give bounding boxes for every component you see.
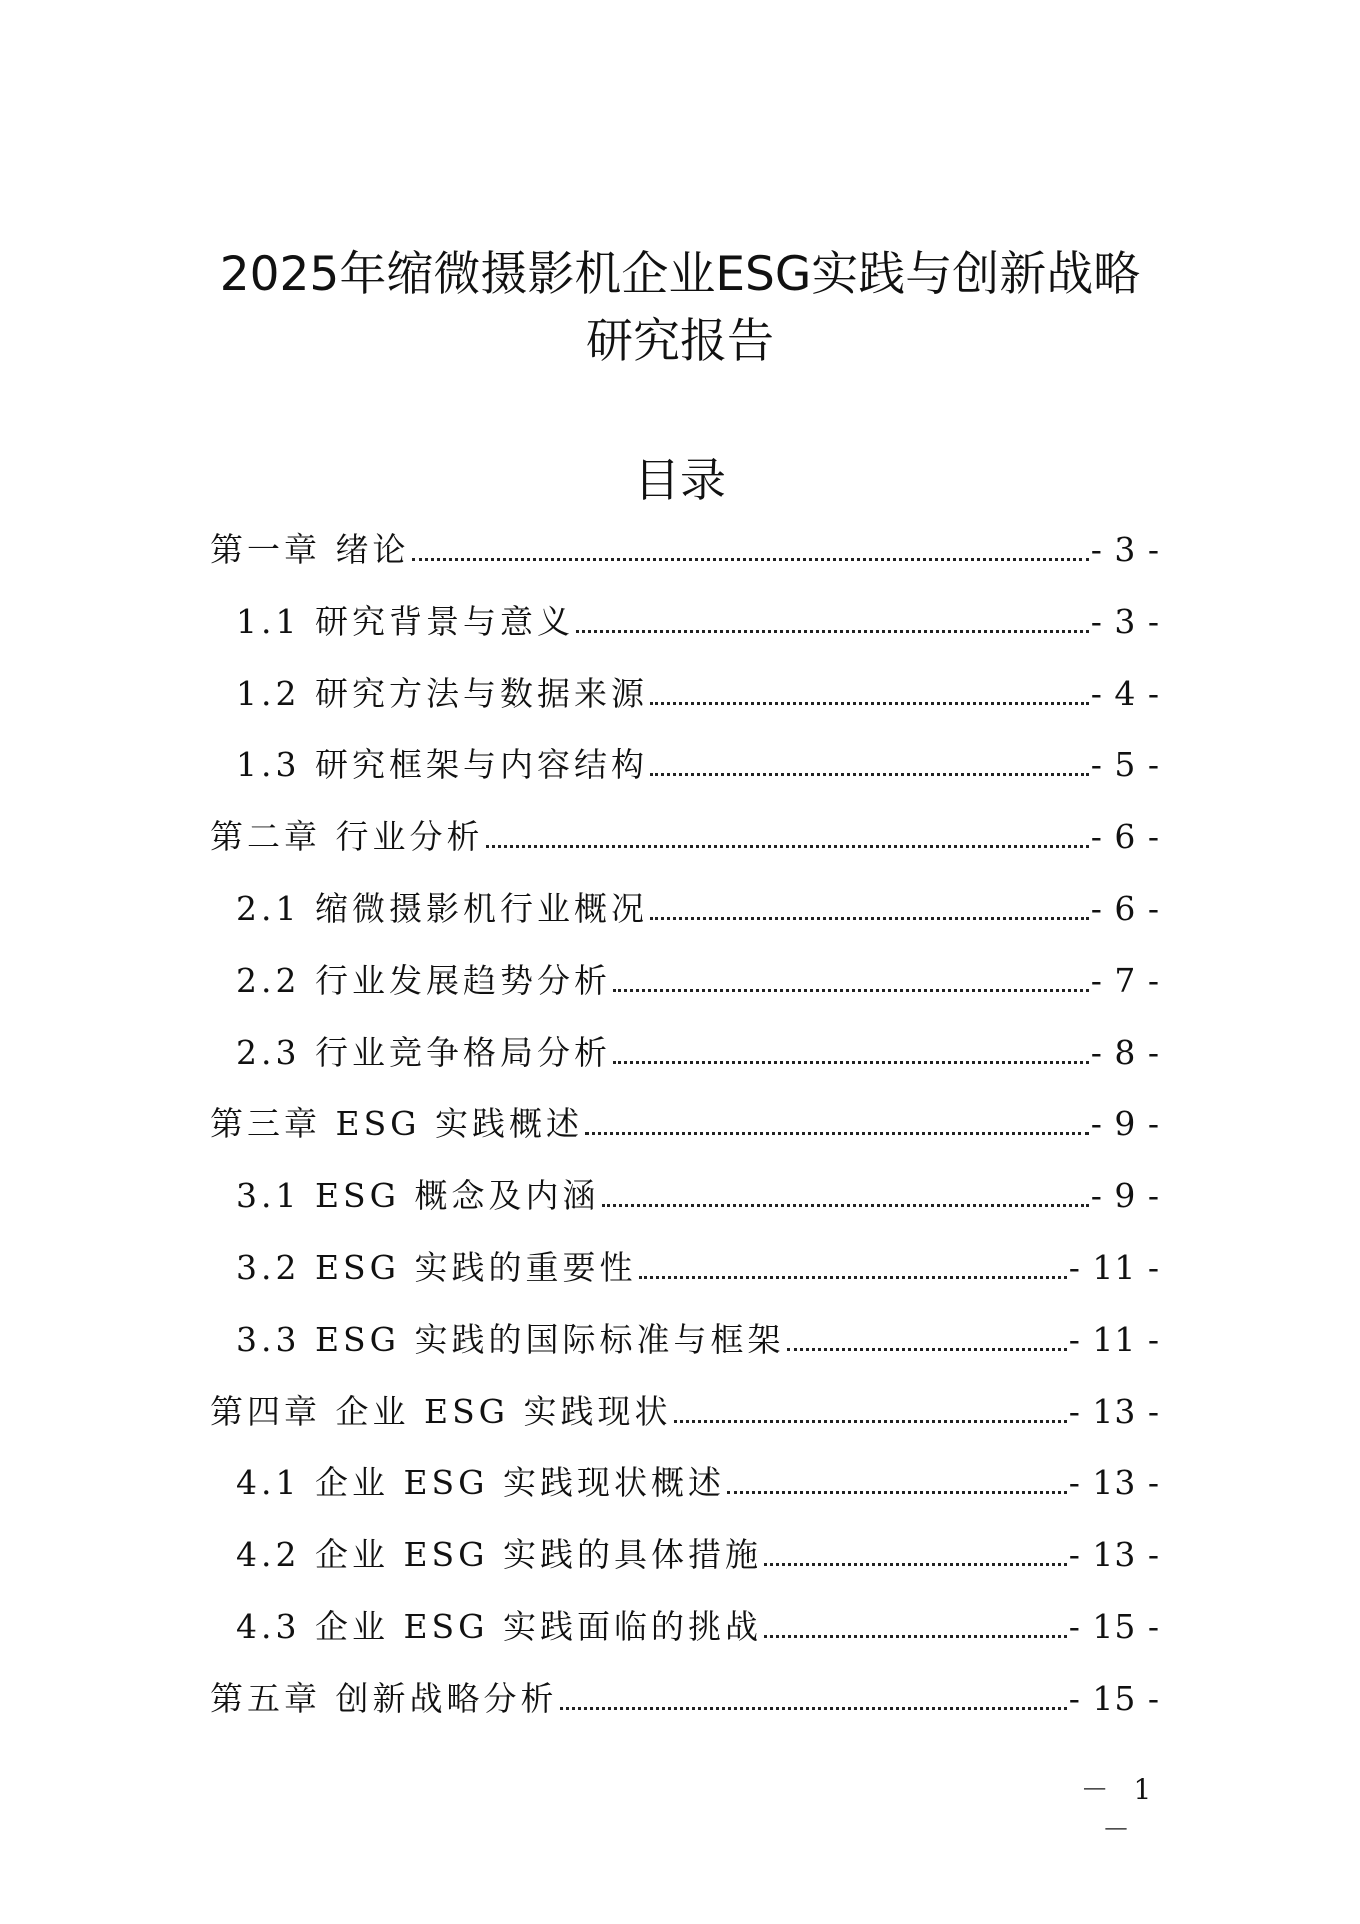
toc-dot-leader [560,1707,1067,1710]
toc-entry-section-2-1[interactable] [210,884,1160,956]
toc-entry-page: - 6 - [1090,888,1160,928]
toc-entry-page: - 3 - [1090,530,1160,569]
toc-entry-section-4-1[interactable] [210,1458,1160,1530]
toc-entry-page: - 13 - [1068,1463,1160,1503]
toc-dot-leader [602,1204,1089,1207]
toc-dot-leader [650,702,1089,705]
toc-entry-label: 第四章 企业 ESG 实践现状 [210,1391,672,1431]
toc-dot-leader [613,989,1089,992]
page-number: － 1 － [1080,1773,1160,1846]
toc-entry-page: - 8 - [1090,1032,1160,1072]
toc-dot-leader [639,1276,1067,1279]
toc-dot-leader [727,1491,1067,1494]
toc-entry-label: 2.2 行业发展趋势分析 [236,960,611,1000]
toc-entry-label: 3.2 ESG 实践的重要性 [236,1247,637,1287]
toc-dot-leader [412,558,1089,561]
toc-dot-leader [787,1348,1067,1351]
toc-entry-chapter-2[interactable] [210,812,1160,884]
toc-entry-section-2-3[interactable] [210,1028,1160,1100]
toc-entry-section-1-2[interactable] [210,669,1160,741]
toc-entry-label: 1.2 研究方法与数据来源 [236,673,648,713]
toc-entry-chapter-4[interactable] [210,1387,1160,1459]
toc-dot-leader [764,1563,1067,1566]
toc-entry-label: 4.1 企业 ESG 实践现状概述 [236,1463,726,1503]
toc-entry-section-4-2[interactable] [210,1530,1160,1602]
toc-entry-page: - 15 - [1068,1678,1160,1718]
toc-entry-section-3-3[interactable] [210,1315,1160,1387]
toc-entry-section-1-1[interactable] [210,597,1160,669]
toc-entry-label: 4.2 企业 ESG 实践的具体措施 [236,1535,763,1575]
toc-entry-label: 1.1 研究背景与意义 [236,601,574,641]
toc-entry-chapter-1[interactable] [210,525,1160,597]
toc-entry-page: - 4 - [1090,673,1160,713]
toc-entry-section-3-2[interactable] [210,1243,1160,1315]
toc-entry-page: - 6 - [1090,817,1160,857]
toc-entry-section-4-3[interactable] [210,1602,1160,1674]
toc-entry-label: 第一章 绪论 [210,530,410,569]
toc-entry-section-2-2[interactable] [210,956,1160,1028]
toc-entry-section-3-1[interactable] [210,1171,1160,1243]
toc-dot-leader [764,1635,1067,1638]
toc-entry-label: 3.1 ESG 概念及内涵 [236,1176,600,1216]
toc-entry-page: - 13 - [1068,1535,1160,1575]
toc-entry-label: 3.3 ESG 实践的国际标准与框架 [236,1319,785,1359]
toc-entry-page: - 11 - [1068,1247,1160,1287]
toc-dot-leader [650,773,1089,776]
table-of-contents [210,525,1160,1746]
toc-dot-leader [486,845,1089,848]
toc-entry-label: 第三章 ESG 实践概述 [210,1104,584,1144]
toc-entry-label: 第二章 行业分析 [210,817,484,857]
toc-entry-page: - 15 - [1068,1606,1160,1646]
toc-heading: 目录 [634,453,726,507]
toc-entry-page: - 9 - [1090,1104,1160,1144]
toc-dot-leader [674,1420,1067,1423]
toc-entry-label: 2.1 缩微摄影机行业概况 [236,888,648,928]
toc-entry-label: 第五章 创新战略分析 [210,1678,558,1718]
toc-entry-label: 2.3 行业竞争格局分析 [236,1032,611,1072]
toc-entry-chapter-3[interactable] [210,1099,1160,1171]
toc-dot-leader [613,1061,1089,1064]
toc-entry-page: - 9 - [1090,1176,1160,1216]
toc-dot-leader [585,1132,1089,1135]
toc-entry-page: - 13 - [1068,1391,1160,1431]
toc-entry-label: 1.3 研究框架与内容结构 [236,745,648,785]
toc-dot-leader [576,630,1089,633]
toc-dot-leader [650,917,1089,920]
toc-entry-chapter-5[interactable] [210,1674,1160,1746]
toc-entry-page: - 5 - [1090,745,1160,785]
toc-entry-label: 4.3 企业 ESG 实践面临的挑战 [236,1606,763,1646]
toc-entry-page: - 3 - [1090,601,1160,641]
report-title-line-1: 2025年缩微摄影机企业ESG实践与创新战略 [219,247,1141,302]
report-title-line-2: 研究报告 [586,314,774,369]
toc-entry-page: - 11 - [1068,1319,1160,1359]
toc-entry-section-1-3[interactable] [210,740,1160,812]
toc-entry-page: - 7 - [1090,960,1160,1000]
